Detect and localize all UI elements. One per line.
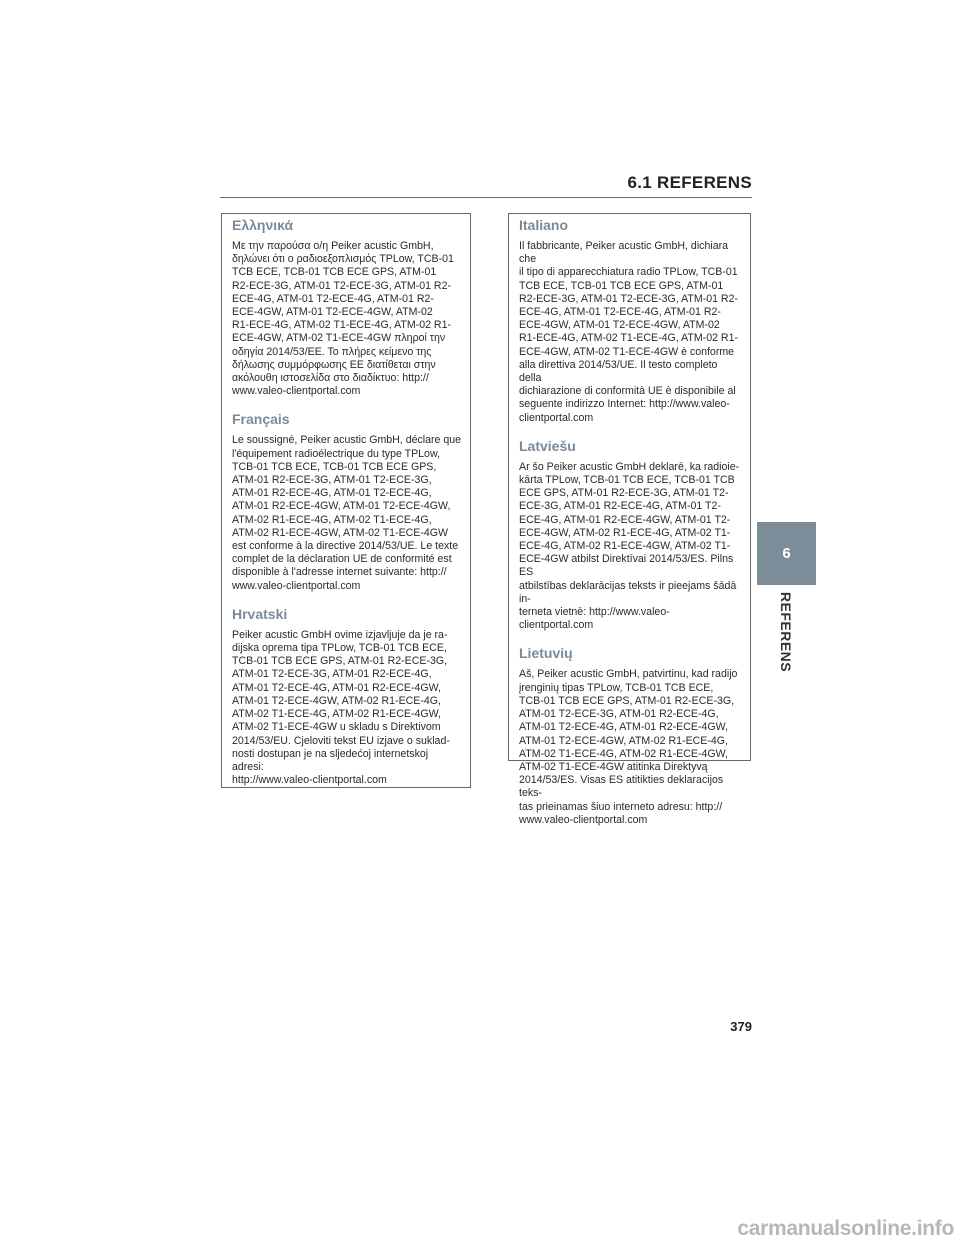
page-number: 379 (730, 1019, 752, 1034)
header-divider (220, 197, 752, 198)
lang-title-croatian: Hrvatski (232, 605, 288, 622)
chapter-tab[interactable]: 6 (757, 522, 816, 585)
lang-body-french: Le soussigné, Peiker acustic GmbH, déclare que l'équipement radioélectrique du type TPLow, TCB-01 TCB ECE, TCB-01 TCB ECE GPS, ATM-01 R2-ECE-3G, ATM-01 T2-ECE-3G, ATM-01 R2-ECE-4G, ATM-01 T2-ECE-4G, ATM-01 R2-ECE-4GW, ATM-01 T2-ECE-4GW, ATM-02 R1-ECE-4G, ATM-02 T1-ECE-4G, ATM-02 R1-ECE-4GW, ATM-02 T1-ECE-4GW est conforme à la directive 2014/53/UE. Le texte complet de la déclaration UE de conformité est disponible à l'adresse internet suivante: http:// www.valeo-clientportal.com (232, 434, 462, 592)
chapter-label-text: REFERENS (778, 591, 795, 673)
watermark: carmanualsonline.info (737, 1217, 954, 1240)
lang-title-greek: Ελληνικά (232, 217, 294, 233)
declarations-left-column (221, 213, 471, 788)
lang-body-latvian: Ar šo Peiker acustic GmbH deklarē, ka radioie- kārta TPLow, TCB-01 TCB ECE, TCB-01 TCB ECE GPS, ATM-01 R2-ECE-3G, ATM-01 T2- ECE-3G, ATM-01 R2-ECE-4G, ATM-01 T2- ECE-4G, ATM-01 R2-ECE-4GW, ATM-01 T2- ECE-4GW, ATM-02 R1-ECE-4G, ATM-02 T1- ECE-4G, ATM-02 R1-ECE-4GW, ATM-02 T1- ECE-4GW atbilst Direktīvai 2014/53/ES. Pilns ES atbilstības deklarācijas teksts ir pieejams šādā in- terneta vietnē: http://www.valeo-clientportal.com (519, 460, 740, 632)
lang-title-french: Français (232, 411, 290, 428)
lang-title-italian: Italiano (519, 217, 569, 233)
declarations-right-column (508, 213, 751, 826)
lang-body-croatian: Peiker acustic GmbH ovime izjavljuje da je ra- dijska oprema tipa TPLow, TCB-01 TCB ECE, TCB-01 TCB ECE GPS, ATM-01 R2-ECE-3G, ATM-01 T2-ECE-3G, ATM-01 R2-ECE-4G, ATM-01 T2-ECE-4G, ATM-01 R2-ECE-4GW, ATM-01 T2-ECE-4GW, ATM-02 R1-ECE-4G, ATM-02 T1-ECE-4G, ATM-02 R1-ECE-4GW, ATM-02 T1-ECE-4GW u skladu s Direktivom 2014/53/EU. Cjeloviti tekst EU izjave o suklad- nosti dostupan je na sljedećoj internetskoj adresi: http://www.valeo-clientportal.com (232, 628, 450, 787)
lang-title-lithuanian: Lietuvių (519, 645, 573, 662)
chapter-label (757, 592, 816, 672)
lang-body-greek: Με την παρούσα ο/η Peiker acustic GmbH, δηλώνει ότι ο ραδιοεξοπλισμός TPLow, TCB-01 TCB ECE, TCB-01 TCB ECE GPS, ATM-01 R2-ECE-3G, ATM-01 T2-ECE-3G, ATM-01 R2- ECE-4G, ATM-01 T2-ECE-4G, ATM-01 R2- ECE-4GW, ATM-01 T2-ECE-4GW, ATM-02 R1-ECE-4G, ATM-02 T1-ECE-4G, ATM-02 R1- ECE-4GW, ATM-02 T1-ECE-4GW πληροί την οδηγία 2014/53/ΕΕ. Το πλήρες κείμενο της δήλωσης συμμόρφωσης ΕΕ διατίθεται στην ακόλουθη ιστοσελίδα στο διαδίκτυο: http:// www.valeo-clientportal.com (232, 240, 454, 398)
lang-body-italian: Il fabbricante, Peiker acustic GmbH, dichiara che il tipo di apparecchiatura radio TPLow, TCB-01 TCB ECE, TCB-01 TCB ECE GPS, ATM-01 R2-ECE-3G, ATM-01 T2-ECE-3G, ATM-01 R2- ECE-4G, ATM-01 T2-ECE-4G, ATM-01 R2- ECE-4GW, ATM-01 T2-ECE-4GW, ATM-02 R1-ECE-4G, ATM-02 T1-ECE-4G, ATM-02 R1- ECE-4GW, ATM-02 T1-ECE-4GW è conforme alla direttiva 2014/53/UE. Il testo completo della dichiarazione di conformità UE è disponibile al seguente indirizzo Internet: http://www.valeo- clientportal.com (519, 240, 738, 424)
lang-title-latvian: Latviešu (519, 437, 576, 454)
lang-body-lithuanian: Aš, Peiker acustic GmbH, patvirtinu, kad radijo įrenginių tipas TPLow, TCB-01 TCB ECE, TCB-01 TCB ECE GPS, ATM-01 R2-ECE-3G, ATM-01 T2-ECE-3G, ATM-01 R2-ECE-4G, ATM-01 T2-ECE-4G, ATM-01 R2-ECE-4GW, ATM-01 T2-ECE-4GW, ATM-02 R1-ECE-4G, ATM-02 T1-ECE-4G, ATM-02 R1-ECE-4GW, ATM-02 T1-ECE-4GW atitinka Direktyvą 2014/53/ES. Visas ES atitikties deklaracijos teks- tas prieinamas šiuo interneto adresu: http:// www.valeo-clientportal.com (519, 668, 738, 826)
section-header: 6.1 REFERENS (627, 173, 752, 192)
